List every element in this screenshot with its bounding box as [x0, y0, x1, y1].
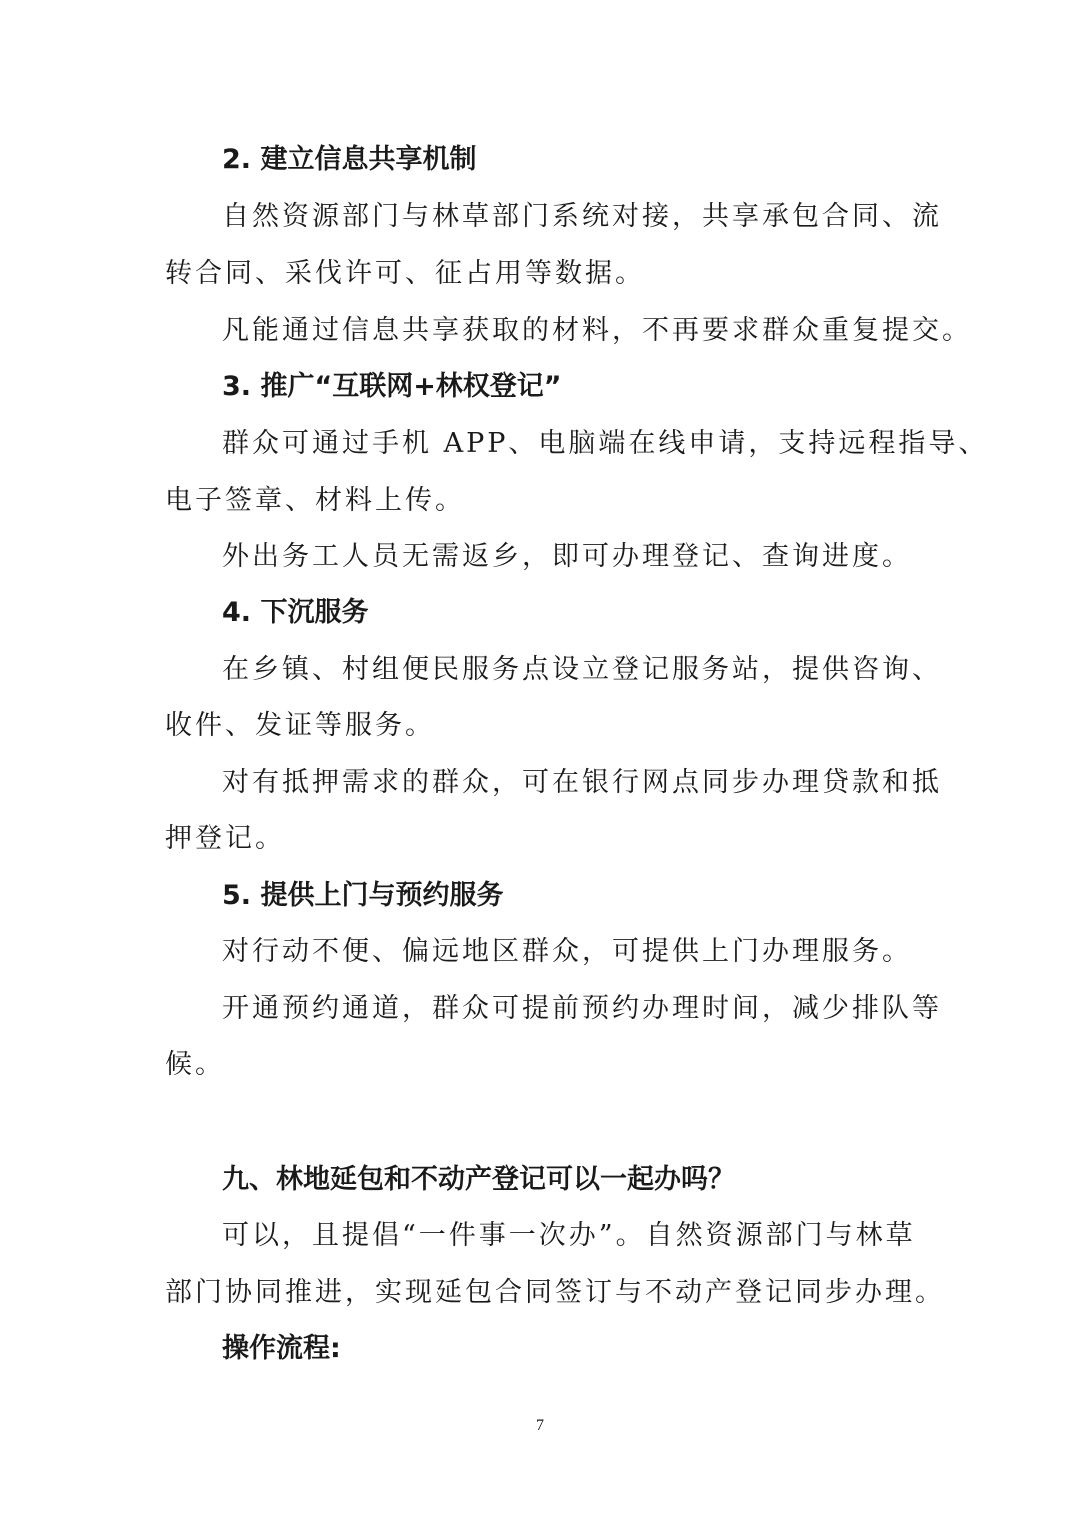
question-9-paragraph-1-line-2: 部门协同推进，实现延包合同签订与不动产登记同步办理。 [165, 1277, 945, 1308]
section-2-paragraph-1-line-2: 转合同、采伐许可、征占用等数据。 [165, 258, 645, 289]
section-4-paragraph-2-line-1: 对有抵押需求的群众，可在银行网点同步办理贷款和抵 [222, 767, 942, 798]
section-5-paragraph-1: 对行动不便、偏远地区群众，可提供上门办理服务。 [222, 936, 912, 967]
section-5-paragraph-2-line-2: 候。 [165, 1049, 225, 1080]
section-2-paragraph-1-line-1: 自然资源部门与林草部门系统对接，共享承包合同、流 [222, 201, 942, 232]
section-4-paragraph-1-line-1: 在乡镇、村组便民服务点设立登记服务站，提供咨询、 [222, 654, 942, 685]
question-9-paragraph-1-line-1: 可以，且提倡“一件事一次办”。自然资源部门与林草 [222, 1220, 916, 1251]
section-4-paragraph-1-line-2: 收件、发证等服务。 [165, 710, 435, 741]
section-2-heading: 2. 建立信息共享机制 [222, 144, 477, 175]
question-9-heading: 九、林地延包和不动产登记可以一起办吗？ [222, 1164, 735, 1195]
section-4-paragraph-2-line-2: 押登记。 [165, 823, 285, 854]
section-5-paragraph-2-line-1: 开通预约通道，群众可提前预约办理时间，减少排队等 [222, 993, 942, 1024]
section-3-paragraph-1-line-1: 群众可通过手机 APP、电脑端在线申请，支持远程指导、 [222, 428, 989, 459]
page-number: 7 [536, 1417, 544, 1434]
section-2-paragraph-2: 凡能通过信息共享获取的材料，不再要求群众重复提交。 [222, 315, 972, 346]
section-3-paragraph-2: 外出务工人员无需返乡，即可办理登记、查询进度。 [222, 541, 912, 572]
section-3-paragraph-1-line-2: 电子签章、材料上传。 [165, 485, 465, 516]
section-5-heading: 5. 提供上门与预约服务 [222, 880, 504, 911]
operation-process-subheading: 操作流程: [222, 1333, 341, 1364]
section-3-heading: 3. 推广“互联网+林权登记” [222, 371, 562, 402]
section-4-heading: 4. 下沉服务 [222, 597, 369, 628]
